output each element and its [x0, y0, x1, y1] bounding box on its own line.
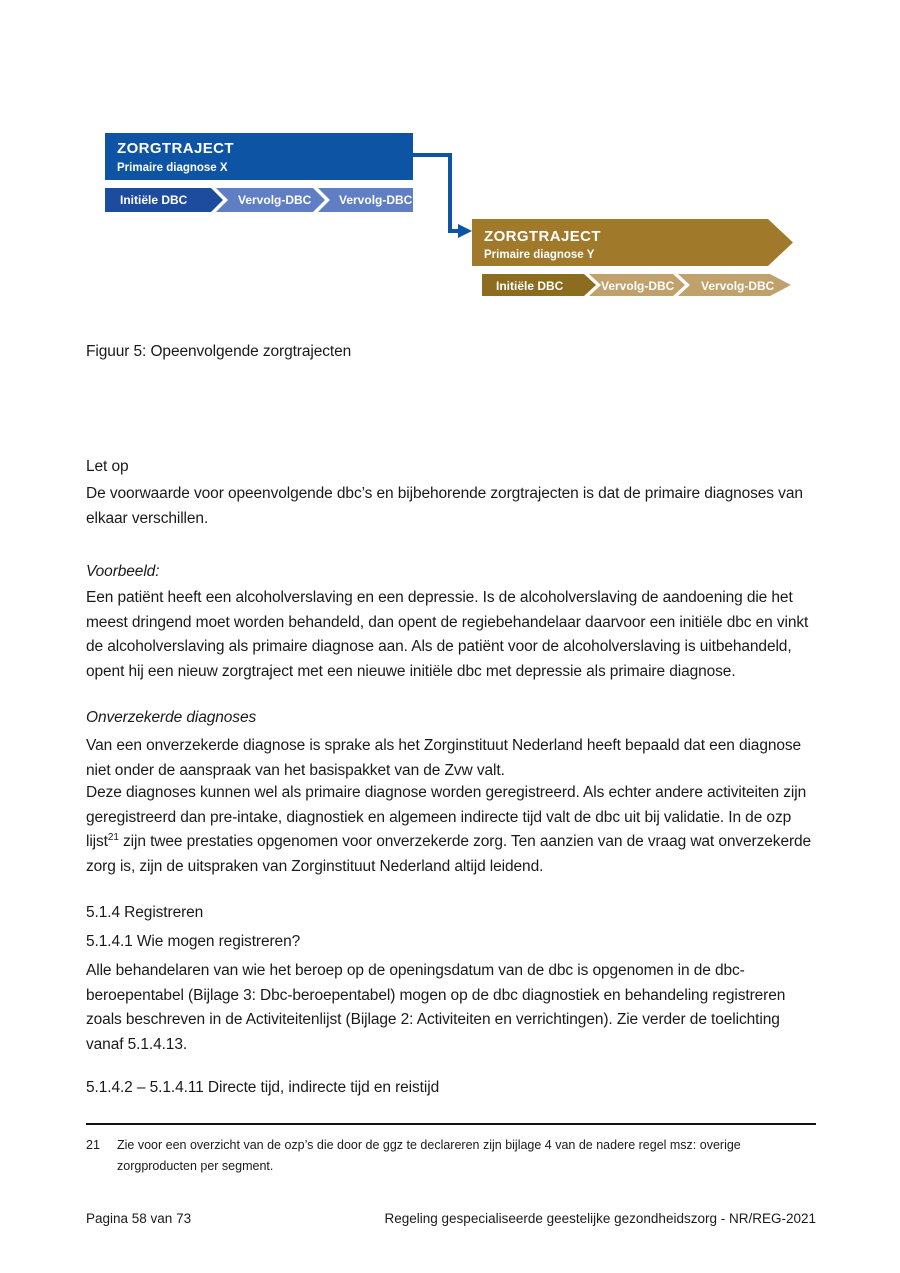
- footer-page-number: Pagina 58 van 73: [86, 1211, 192, 1226]
- let-op-heading: Let op: [86, 458, 129, 475]
- footnote-reference-21: 21: [107, 831, 119, 843]
- traject2-title: ZORGTRAJECT: [484, 228, 601, 245]
- traject2-vervolg-dbc-label-1: Vervolg-DBC: [601, 279, 675, 293]
- traject1-vervolg-dbc-label-2: Vervolg-DBC: [339, 193, 413, 207]
- traject2-initiele-dbc-label: Initiële DBC: [496, 279, 564, 293]
- footnote: [86, 1135, 816, 1177]
- figure-caption: Figuur 5: Opeenvolgende zorgtrajecten: [86, 343, 352, 360]
- footnote-rule: [86, 1123, 816, 1125]
- onverzekerde-paragraph-2-after: zijn twee prestaties opgenomen voor onverzekerde zorg. Ten aanzien van de vraag wat onverzekerde zorg is, zijn de uitspraken van Zorginstituut Nederland altijd leidend.: [86, 833, 812, 875]
- footnote-text: Zie voor een overzicht van de ozp’s die door de ggz te declareren zijn bijlage 4 van de nadere regel msz: overige zorgproducten per segment.: [117, 1138, 741, 1173]
- page-footer: [86, 1211, 816, 1226]
- traject1-initiele-dbc-label: Initiële DBC: [120, 193, 188, 207]
- traject1-subtitle: Primaire diagnose X: [117, 162, 228, 174]
- traject1-title: ZORGTRAJECT: [117, 140, 234, 157]
- section-5-1-4-1-heading: 5.1.4.1 Wie mogen registreren?: [86, 933, 301, 950]
- traject2-subtitle: Primaire diagnose Y: [484, 249, 595, 261]
- let-op-paragraph: De voorwaarde voor opeenvolgende dbc’s en bijbehorende zorgtrajecten is dat de primaire diagnoses van elkaar verschillen.: [86, 485, 803, 527]
- onverzekerde-paragraph-1: Van een onverzekerde diagnose is sprake als het Zorginstituut Nederland heeft bepaald dat een diagnose niet onder de aanspraak van het basispakket van de Zvw valt.: [86, 737, 802, 779]
- footer-document-title: Regeling gespecialiseerde geestelijke gezondheidszorg - NR/REG-2021: [384, 1211, 816, 1226]
- section-5-1-4-heading: 5.1.4 Registreren: [86, 904, 204, 921]
- onverzekerde-diagnoses-heading: Onverzekerde diagnoses: [86, 709, 257, 726]
- voorbeeld-heading: Voorbeeld:: [86, 563, 160, 580]
- onverzekerde-paragraph-2: [86, 781, 816, 879]
- registreren-paragraph: Alle behandelaren van wie het beroep op de openingsdatum van de dbc is opgenomen in de dbc-beroepentabel (Bijlage 3: Dbc-beroepentabel) mogen op de dbc diagnostiek en behandeling registreren zoals beschreven in de Activiteitenlijst (Bijlage 2: Activiteiten en verrichtingen). Zie verder de toelichting vanaf 5.1.4.13.: [86, 962, 786, 1053]
- traject2-vervolg-dbc-label-2: Vervolg-DBC: [701, 279, 775, 293]
- onverzekerde-paragraph-2-before: Deze diagnoses kunnen wel als primaire diagnose worden geregistreerd. Als echter andere activiteiten zijn geregistreerd dan pre-intake, diagnostiek en algemeen indirecte tijd valt de dbc uit bij validatie. In de ozp lijst: [86, 784, 807, 850]
- voorbeeld-paragraph: Een patiënt heeft een alcoholverslaving en een depressie. Is de alcoholverslaving de aandoening die het meest dringend moet worden behandeld, dan opent de regiebehandelaar daarvoor een initiële dbc en vinkt de alcoholverslaving als primaire diagnose aan. Als de patiënt voor de alcoholverslaving is uitbehandeld, opent hij een nieuw zorgtraject met een nieuwe initiële dbc met depressie als primaire diagnose.: [86, 589, 809, 680]
- connector-line: [413, 155, 459, 231]
- zorgtraject-diagram: [0, 0, 900, 320]
- footnote-number: 21: [86, 1138, 100, 1152]
- traject1-vervolg-dbc-label-1: Vervolg-DBC: [238, 193, 312, 207]
- section-5-1-4-2-heading: 5.1.4.2 – 5.1.4.11 Directe tijd, indirecte tijd en reistijd: [86, 1079, 440, 1096]
- connector-arrowhead-icon: [458, 224, 472, 238]
